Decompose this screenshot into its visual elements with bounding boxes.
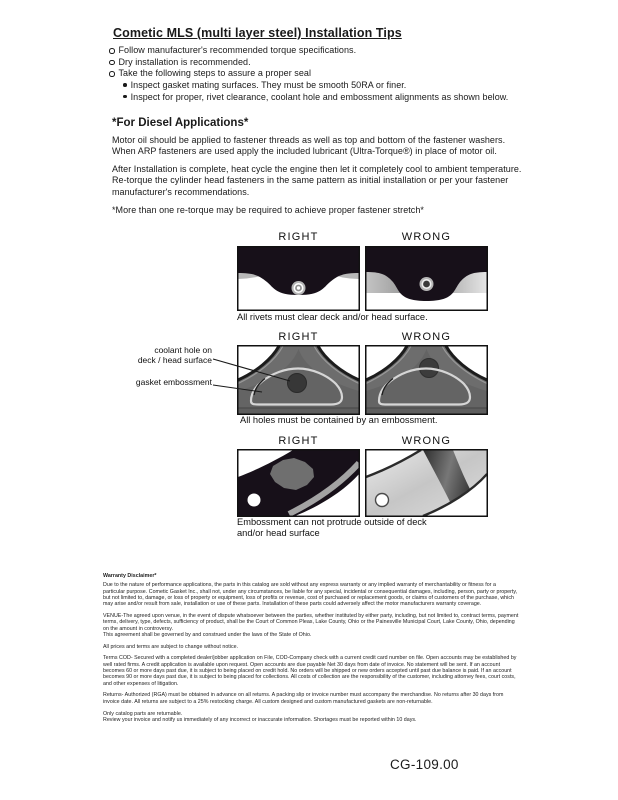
embossment-hole-wrong-diagram bbox=[365, 345, 488, 415]
bullet-text: Take the following steps to assure a proper seal bbox=[118, 68, 312, 78]
diesel-section-heading: *For Diesel Applications* bbox=[112, 117, 249, 129]
tips-sub-bullet-list bbox=[123, 80, 563, 103]
diesel-paragraph-2: After Installation is complete, heat cycle the engine then let it completely cool to ambient temperature. Re-torque the cylinder head fasteners in the same pattern as initial installation or per your fastener manufacturer's recommendations. bbox=[112, 164, 522, 197]
legal-fine-print bbox=[103, 573, 519, 723]
list-item bbox=[123, 92, 563, 104]
diesel-paragraph-1: Motor oil should be applied to fastener threads as well as top and bottom of the fastener washers. When ARP fasteners are used apply the included lubricant (Ultra-Torque®) in place of motor oil. bbox=[112, 135, 506, 157]
gasket-embossment-annotation: gasket embossment bbox=[135, 377, 212, 387]
rivet-clearance-wrong-diagram bbox=[365, 246, 488, 311]
legal-paragraph: Review your invoice and notify us immediately of any incorrect or inaccurate information. Shortages must be reported within 10 days. bbox=[103, 716, 417, 723]
list-item bbox=[109, 57, 549, 69]
embossment-hole-right-diagram bbox=[237, 345, 360, 415]
wrong-label: WRONG bbox=[401, 331, 452, 343]
right-label: RIGHT bbox=[278, 331, 319, 343]
embossment-protrusion-right-diagram bbox=[237, 449, 360, 517]
row1-caption: All rivets must clear deck and/or head surface. bbox=[237, 312, 428, 322]
dot-bullet-icon bbox=[123, 95, 127, 99]
legal-paragraph: Terms COD- Secured with a completed dealer/jobber application on File, COD-Company check with a current credit card number on file. Open accounts may be established by well rated firms. A credit application is available upon request. Open accounts are due payable Net 30 days from date of invoice. No statement will be sent. If an account becomes 60 or more days past due, it is subject to being placed on credit hold. No orders will be shipped or new orders accepted until past due balance is paid. If an account becomes 90 or more days past due, it is subject to being placed for collections. All costs of collection are the responsibility of the customer, including attorney fees, court costs, and other expenses of litigation. bbox=[103, 655, 517, 687]
document-code: CG-109.00 bbox=[390, 757, 459, 772]
circle-bullet-icon bbox=[109, 71, 115, 77]
embossment-protrusion-wrong-diagram bbox=[365, 449, 488, 517]
list-item bbox=[123, 80, 563, 92]
legal-paragraph: VENUE-The agreed upon venue, in the event of dispute whatsoever between the parties, whether instituted by either party, including, but not limited to, contract terms, payment terms, delivery, type, defects, sufficiency of product, shall be the Court of Common Pleas, Lake County, Ohio or the Painesville Municipal Court, Lake County, Ohio, depending on the amount in controversy. bbox=[103, 612, 519, 632]
legal-paragraph: Only catalog parts are returnable. bbox=[103, 710, 183, 717]
legal-paragraph: This agreement shall be governed by and construed under the laws of the State of Ohio. bbox=[103, 631, 312, 638]
list-item bbox=[109, 45, 549, 57]
sub-bullet-text: Inspect for proper, rivet clearance, coolant hole and embossment alignments as shown below. bbox=[130, 91, 509, 102]
bullet-text: Dry installation is recommended. bbox=[118, 56, 251, 67]
bullet-text: Follow manufacturer's recommended torque specifications. bbox=[118, 45, 357, 55]
circle-bullet-icon bbox=[109, 60, 115, 66]
legal-paragraph: All prices and terms are subject to change without notice. bbox=[103, 643, 239, 650]
right-label: RIGHT bbox=[278, 435, 319, 447]
retorque-note: *More than one re-torque may be required to achieve proper fastener stretch* bbox=[112, 205, 424, 215]
list-item bbox=[109, 68, 549, 80]
legal-paragraph: Due to the nature of performance applications, the parts in this catalog are sold without any express warranty or any implied warranty of merchantability or fitness for a particular purpose. Cometic Gasket Inc., shall not, under any circumstances, be liable for any special, incidental or consequential damages, including, person, party or property, but not limited to, damage, or loss of property or equipment, loss of profits or revenue, cost of purchased or replacement goods, or claims of customers of the purchase, which may arise and/or result from sale, installation or use of these parts. Installation of these parts could adversely affect the motor manufacturers warranty coverage. bbox=[103, 582, 518, 608]
sub-bullet-text: Inspect gasket mating surfaces. They must be smooth 50RA or finer. bbox=[130, 80, 407, 90]
row2-caption: All holes must be contained by an embossment. bbox=[240, 415, 438, 425]
right-label: RIGHT bbox=[278, 231, 319, 243]
legal-paragraph: Returns- Authorized (RGA) must be obtained in advance on all returns. A packing slip or invoice number must accompany the merchandise. No returns after 30 days from invoice date. All returns are subject to a 25% restocking charge. All custom designed and custom manufactured gaskets are non-returnable. bbox=[103, 692, 504, 705]
dot-bullet-icon bbox=[123, 83, 127, 87]
circle-bullet-icon bbox=[109, 48, 115, 54]
tips-bullet-list bbox=[109, 45, 549, 80]
wrong-label: WRONG bbox=[401, 231, 452, 243]
warranty-disclaimer-heading: Warranty Disclaimer* bbox=[103, 573, 157, 579]
row3-caption: Embossment can not protrude outside of deck and/or head surface bbox=[237, 517, 427, 538]
page-title: Cometic MLS (multi layer steel) Installation Tips bbox=[113, 26, 402, 40]
coolant-hole-annotation: coolant hole on deck / head surface bbox=[137, 345, 212, 365]
rivet-clearance-right-diagram bbox=[237, 246, 360, 311]
wrong-label: WRONG bbox=[401, 435, 452, 447]
